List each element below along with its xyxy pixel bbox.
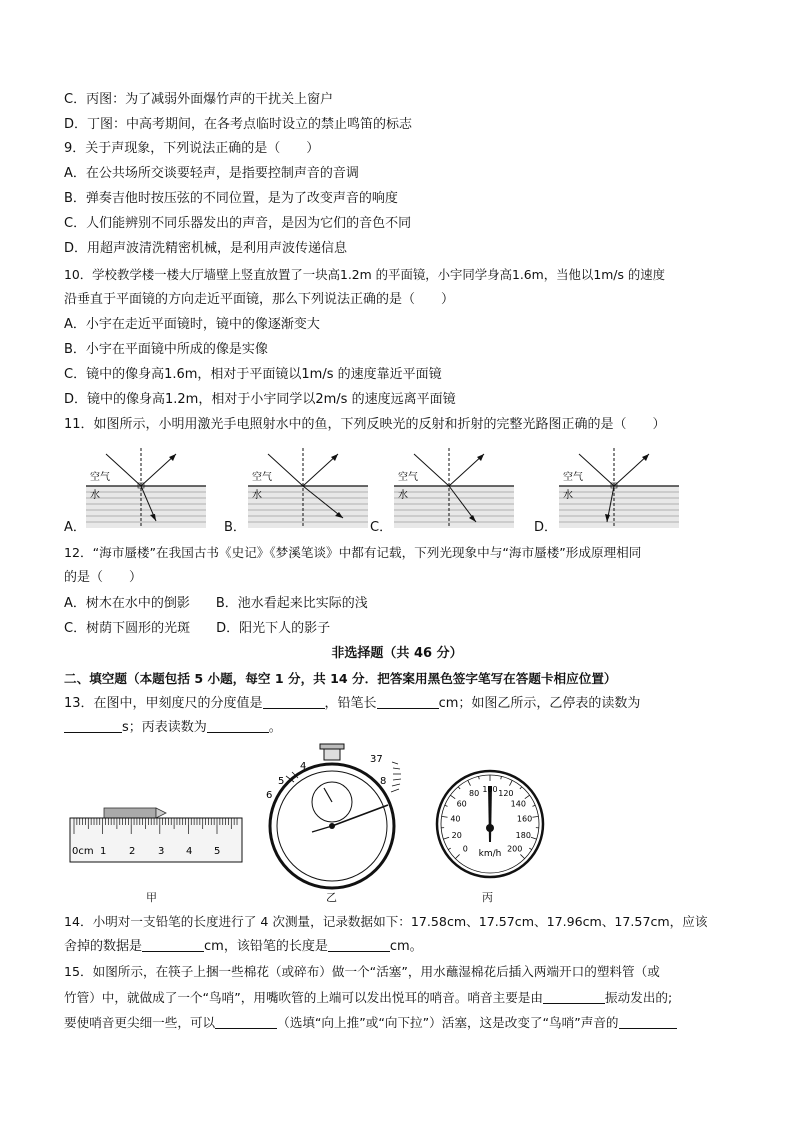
stopwatch-label-8: 8 xyxy=(380,776,387,787)
q11-option-a-label: A． xyxy=(64,520,86,535)
answer-blank[interactable] xyxy=(142,939,204,952)
ruler-label-2: 2 xyxy=(129,846,136,857)
q11-figures xyxy=(64,446,734,534)
ruler-label-0: 0cm xyxy=(72,846,94,857)
svg-text:空气: 空气 xyxy=(90,472,110,483)
q9-option-a: A．在公共场所交谈要轻声，是指要控制声音的音调 xyxy=(64,166,359,181)
q11-option-b-label: B． xyxy=(224,520,246,535)
speedometer-label: 60 xyxy=(456,799,467,809)
stopwatch-label-4: 4 xyxy=(300,761,307,772)
speedometer-label: 180 xyxy=(515,830,531,840)
question-13-line1: 13．在图中，甲刻度尺的分度值是 ，铅笔长 cm；如图乙所示，乙停表的读数为 xyxy=(64,696,641,711)
question-14-line2: 舍掉的数据是 cm，该铅笔的长度是 cm。 xyxy=(64,939,423,954)
q11-option-d-label: D． xyxy=(534,520,558,535)
q9-option-b: B．弹奏吉他时按压弦的不同位置，是为了改变声音的响度 xyxy=(64,191,398,206)
question-11: 11．如图所示，小明用激光手电照射水中的鱼，下列反映光的反射和折射的完整光路图正确的是（ ） xyxy=(64,417,666,432)
answer-blank[interactable] xyxy=(328,939,390,952)
answer-blank[interactable] xyxy=(64,720,122,733)
option-c-line: C．丙图：为了减弱外面爆竹声的干扰关上窗户 xyxy=(64,92,334,107)
speedometer-label: 20 xyxy=(451,830,462,840)
q12-options-row1: A．树木在水中的倒影 B．池水看起来比实际的浅 xyxy=(64,596,368,611)
ruler-label-3: 3 xyxy=(158,846,165,857)
speedometer-label: 140 xyxy=(510,799,526,809)
q11-diagram-d xyxy=(559,446,679,528)
stopwatch-caption: 乙 xyxy=(326,891,337,904)
question-10-line2: 沿垂直于平面镜的方向走近平面镜，那么下列说法正确的是（ ） xyxy=(64,292,455,307)
question-12-line1: 12．“海市蜃楼”在我国古书《史记》《梦溪笔谈》中都有记载，下列光现象中与“海市蜃楼”形成原理相同 xyxy=(64,545,642,560)
q11-diagram-a xyxy=(86,446,206,528)
speedometer-caption: 丙 xyxy=(482,891,493,904)
q9-option-c: C．人们能辨别不同乐器发出的声音，是因为它们的音色不同 xyxy=(64,216,412,231)
q10-option-d: D．镜中的像身高1.2m，相对于小宇同学以2m/s 的速度远离平面镜 xyxy=(64,392,456,407)
ruler-caption: 甲 xyxy=(146,891,157,904)
question-15-line1: 15．如图所示，在筷子上捆一些棉花（或碎布）做一个“活塞”，用水蘸湿棉花后插入两端开口的塑料管（或 xyxy=(64,964,660,979)
q10-option-c: C．镜中的像身高1.6m，相对于平面镜以1m/s 的速度靠近平面镜 xyxy=(64,367,442,382)
ruler-label-1: 1 xyxy=(100,846,107,857)
section-title: 非选择题（共 46 分） xyxy=(331,646,463,661)
answer-blank[interactable] xyxy=(377,696,439,709)
speedometer-label: 120 xyxy=(498,788,514,798)
speedometer-label: 200 xyxy=(507,844,523,854)
svg-text:空气: 空气 xyxy=(252,472,272,483)
speedometer-figure xyxy=(434,768,546,880)
speedometer-label: 40 xyxy=(450,814,461,824)
question-10-line1: 10．学校教学楼一楼大厅墙壁上竖直放置了一块高1.2m 的平面镜，小宇同学身高1.6m，当他以1m/s 的速度 xyxy=(64,267,666,282)
question-13-line2: s；丙表读数为 。 xyxy=(64,720,282,736)
speedometer-label: 0 xyxy=(462,844,468,854)
question-15-line2: 竹管）中，就做成了一个“鸟哨”，用嘴吹管的上端可以发出悦耳的哨音。哨音主要是由 振动发出的; xyxy=(64,990,673,1005)
stopwatch-label-6: 6 xyxy=(266,790,273,801)
svg-text:水: 水 xyxy=(563,490,573,501)
question-15-line3: 要使哨音更尖细一些，可以 （选填“向上推”或“向下拉”）活塞，这是改变了“鸟哨”声音的 xyxy=(64,1015,677,1031)
svg-text:空气: 空气 xyxy=(563,472,583,483)
part-two-heading: 二、填空题（本题包括 5 小题，每空 1 分，共 14 分．把答案用黑色签字笔写在答题卡相应位置） xyxy=(64,671,617,686)
stopwatch-figure xyxy=(252,742,412,890)
option-d-line: D．丁图：中高考期间，在各考点临时设立的禁止鸣笛的标志 xyxy=(64,117,413,132)
stopwatch-label-5: 5 xyxy=(278,776,285,787)
stopwatch-label-37: 37 xyxy=(370,754,383,765)
q10-option-b: B．小宇在平面镜中所成的像是实像 xyxy=(64,342,268,357)
q12-options-row2: C．树荫下圆形的光斑 D．阳光下人的影子 xyxy=(64,621,331,636)
q11-diagram-c xyxy=(394,446,514,528)
svg-text:水: 水 xyxy=(252,490,262,501)
question-9: 9．关于声现象，下列说法正确的是（ ） xyxy=(64,141,320,156)
ruler-label-5: 5 xyxy=(214,846,221,857)
ruler-label-4: 4 xyxy=(186,846,193,857)
svg-text:水: 水 xyxy=(90,490,100,501)
q9-option-d: D．用超声波清洗精密机械，是利用声波传递信息 xyxy=(64,241,348,256)
speedometer-label: 160 xyxy=(516,814,533,824)
answer-blank[interactable] xyxy=(215,1016,277,1029)
speedometer-unit: km/h xyxy=(478,849,502,859)
svg-text:水: 水 xyxy=(398,490,408,501)
question-14-line1: 14．小明对一支铅笔的长度进行了 4 次测量，记录数据如下：17.58cm、17.57cm、17.96cm、17.57cm，应该 xyxy=(64,914,708,929)
speedometer-label: 100 xyxy=(482,785,498,794)
answer-blank[interactable] xyxy=(263,696,325,709)
q10-option-a: A．小宇在走近平面镜时，镜中的像逐渐变大 xyxy=(64,317,320,332)
answer-blank[interactable] xyxy=(207,720,269,733)
answer-blank[interactable] xyxy=(543,991,605,1004)
q11-option-c-label: C． xyxy=(370,520,393,535)
q13-figures xyxy=(62,742,562,907)
question-12-line2: 的是（ ） xyxy=(64,570,143,585)
speedometer-label: 80 xyxy=(469,788,480,798)
ruler-figure xyxy=(62,802,244,870)
answer-blank[interactable] xyxy=(619,1016,677,1029)
svg-text:空气: 空气 xyxy=(398,472,418,483)
q11-diagram-b xyxy=(248,446,368,528)
